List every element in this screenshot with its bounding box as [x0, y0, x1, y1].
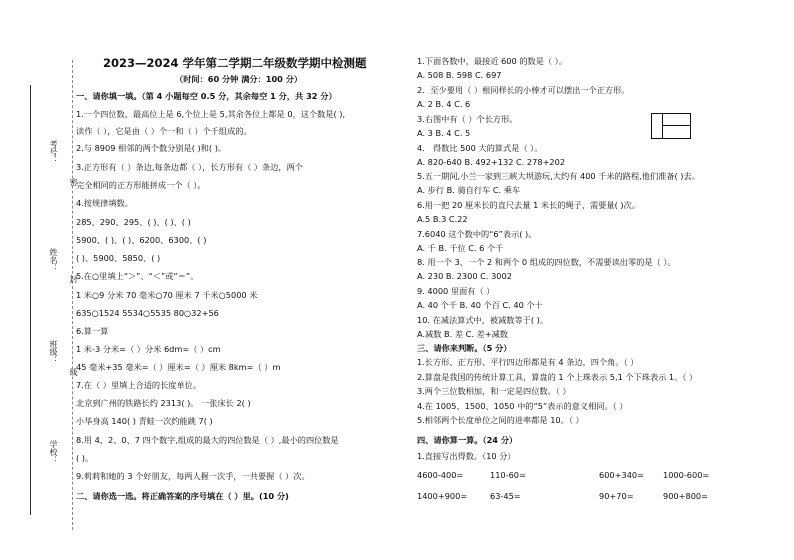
exam-title: 2023—2024 学年第二学期二年级数学期中检测题 — [103, 56, 367, 70]
choice-line: A. 230 B. 2300 C. 3002 — [417, 271, 512, 281]
q-line: 9.莉莉和她的 3 个好朋友，每两人握一次手，一共要握（ ）次。 — [76, 471, 310, 481]
choice-line: A. 3 B. 4 C. 5 — [417, 128, 471, 138]
choice-line: 9. 4000 里面有（ ） — [417, 286, 495, 296]
choice-line: 1.下面各数中，最接近 600 的数是（ ）。 — [417, 56, 567, 66]
section-2-heading: 二、请你选一选。将正确答案的序号填在（ ）里。(10 分) — [76, 491, 289, 501]
kaohao-label: 考号： — [49, 140, 58, 164]
xingming-label: 姓名： — [49, 248, 58, 272]
choice-line: 7.6040 这个数中的“6”表示( )。 — [417, 229, 537, 239]
choice-line: A.5 B.3 C.22 — [417, 214, 468, 224]
section-4-heading: 四、请你算一算。（24 分） — [417, 435, 518, 445]
q-line: 8.用 4、2、0、7 四个数字,组成的最大的四位数是（ ）,最小的四位数是 — [76, 435, 339, 445]
choice-line: 10. 在减法算式中，被减数等于( )。 — [417, 315, 549, 325]
choice-line: 4． 得数比 500 大的算式是（ ）。 — [417, 143, 543, 153]
q-line: 4.按规律填数。 — [76, 198, 133, 208]
calc-item: 4600-400= — [417, 470, 464, 480]
q-line: 北京到广州的铁路长约 2313( )。 一张床长 2( ) — [76, 398, 251, 408]
calc-item: 63-45= — [490, 491, 521, 501]
tf-line: 5.相邻两个长度单位之间的进率都是 10。（ ） — [417, 415, 584, 425]
q-line: 7.在（ ）里填上合适的长度单位。 — [76, 380, 202, 390]
q-line: 45 毫米+35 毫米=（ ）厘米=（ ）厘米 8km=（ ）m — [76, 362, 281, 372]
xuexiao-label: 学校： — [49, 440, 58, 464]
tf-line: 2.算盘是我国的传统计算工具，算盘的 1 个上珠表示 5,1 个下珠表示 1。（ ） — [417, 372, 698, 382]
choice-line: 8. 用一个 3、一个 2 和两个 0 组成的四位数，不需要读出零的是（ ）。 — [417, 257, 676, 267]
q-line: 635○1524 5534○5535 80○32+56 — [76, 308, 219, 318]
tf-line: 1.长方形、正方形、平行四边形都是有 4 条边，四个角。（ ） — [417, 357, 639, 367]
exam-subtitle: （时间：60 分钟 满分：100 分） — [175, 74, 303, 84]
xian-mark: 线 — [69, 368, 78, 376]
choice-line: A. 508 B. 598 C. 697 — [417, 70, 502, 80]
q-line: 1.一个四位数，最高位上是 6,个位上是 5,其余各位上都是 0，这个数是( ), — [76, 109, 346, 119]
binding-line — [30, 85, 31, 515]
q-line: 2.与 8909 相邻的两个数分别是( )和( )。 — [76, 143, 227, 153]
feng-mark: 封 — [69, 275, 78, 283]
choice-line: 2．至少要用（ ）根同样长的小棒才可以摆出一个正方形。 — [417, 85, 630, 95]
figure-divider-vertical — [662, 114, 663, 138]
choice-line: A. 千 B. 千位 C. 6 个千 — [417, 243, 504, 253]
q-line: 5.在○里填上“＞”、“＜”或“＝”。 — [76, 271, 199, 281]
calc-item: 1400+900= — [417, 491, 468, 501]
calc-item: 1000-600= — [663, 470, 710, 480]
rectangle-figure — [651, 113, 691, 139]
q-line: 1 米-3 分米=（ ）分米 6dm=（ ）cm — [76, 344, 221, 354]
q-line: 3.正方形有（ ）条边,每条边都（ ），长方形有（ ）条边，两个 — [76, 162, 303, 172]
choice-line: 5.五一期间,小兰一家到三峡大坝游玩,大约有 400 千米的路程,他们准备( )去。 — [417, 171, 700, 181]
section-1-heading: 一、请你填一填。（第 4 小题每空 0.5 分，其余每空 1 分，共 32 分） — [76, 91, 337, 101]
tf-line: 4.在 1005、1500、1050 中的“5”表示的意义相同。（ ） — [417, 401, 628, 411]
choice-line: A. 40 个千 B. 40 个百 C. 40 个十 — [417, 300, 543, 310]
banji-label: 班级： — [49, 340, 58, 364]
q-line: 1 米○9 分米 70 毫米○70 厘米 7 千米○5000 米 — [76, 290, 258, 300]
choice-line: A.减数 B. 差 C. 差+减数 — [417, 329, 508, 339]
choice-line: A. 2 B. 4 C. 6 — [417, 99, 471, 109]
calc-item: 600+340= — [599, 470, 644, 480]
choice-line: A. 820-640 B. 492+132 C. 278+202 — [417, 157, 566, 167]
calc-item: 90+70= — [599, 491, 634, 501]
fold-line — [72, 60, 73, 530]
figure-divider-horizontal — [662, 125, 690, 126]
calc-item: 110-60= — [490, 470, 526, 480]
calc-intro: 1.直接写出得数。（10 分） — [417, 451, 516, 461]
mi-mark: 密 — [69, 178, 78, 186]
tf-line: 3.两个三位数相加，和一定是四位数。（ ） — [417, 386, 571, 396]
calc-item: 900+800= — [663, 491, 708, 501]
section-3-heading: 三、请你来判断。（5 分） — [417, 343, 512, 353]
q-line: 小华身高 140( ) 青蛙一次约能跳 7( ) — [76, 416, 213, 426]
q-line: 285、290、295、( )、( )、( ) — [76, 217, 191, 227]
q-line: ( )。 — [76, 453, 94, 463]
q-line: 5900、( )、( )、6200、6300、( ) — [76, 235, 207, 245]
choice-line: A. 步行 B. 骑自行车 C. 乘车 — [417, 185, 521, 195]
q-line: ( )、5900、5850、( ) — [76, 253, 161, 263]
choice-line: 6.用一把 20 厘米长的直尺去量 1 米长的绳子，需要量( )次。 — [417, 200, 640, 210]
q-line: 完全相同的正方形能拼成一个（ ）。 — [76, 180, 206, 190]
q-line: 读作（ ），它是由（ ）个一和（ ）个千组成的。 — [76, 126, 252, 136]
choice-line: 3.右图中有（ ）个长方形。 — [417, 114, 518, 124]
q-line: 6.算一算 — [76, 326, 109, 336]
